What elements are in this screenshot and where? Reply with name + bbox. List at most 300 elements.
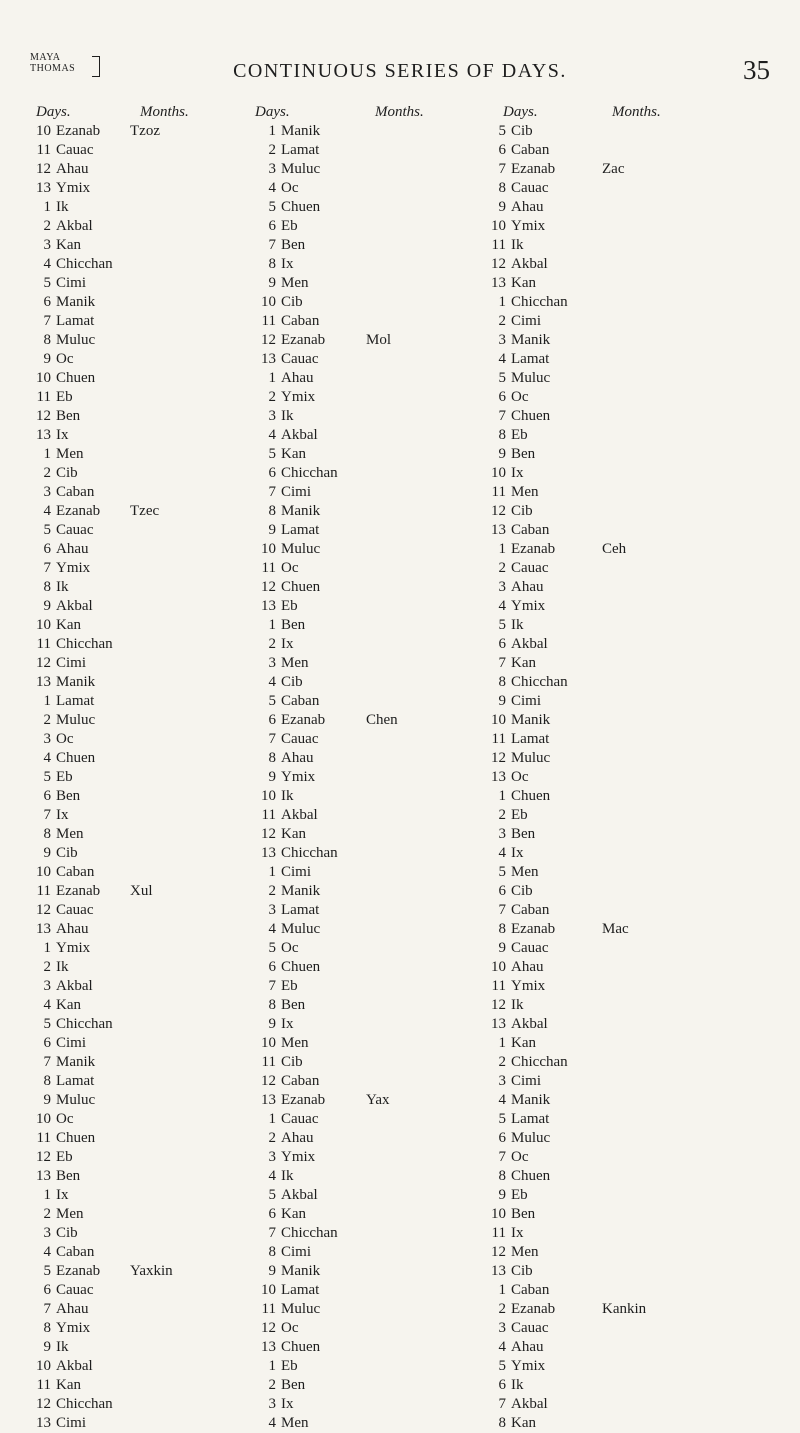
day-number: 8 — [498, 921, 506, 937]
day-number: 3 — [43, 1225, 51, 1241]
day-row — [30, 996, 113, 1015]
day-name: Ik — [511, 617, 524, 633]
day-name: Eb — [56, 769, 73, 785]
day-number: 5 — [498, 864, 506, 880]
day-row — [255, 1395, 338, 1414]
day-number: 10 — [261, 294, 276, 310]
day-row — [255, 160, 338, 179]
day-name: Muluc — [511, 1130, 551, 1146]
day-row — [255, 464, 338, 483]
day-row — [255, 1319, 338, 1338]
day-name: Ix — [56, 1187, 69, 1203]
day-name: Ben — [511, 826, 536, 842]
day-number: 9 — [43, 351, 51, 367]
series-label-line-2: THOMAS — [30, 63, 76, 74]
day-number: 10 — [36, 617, 51, 633]
day-number: 1 — [43, 693, 51, 709]
day-name: Caban — [56, 864, 95, 880]
page-number: 35 — [743, 55, 770, 85]
day-number: 13 — [491, 1016, 506, 1032]
day-row — [255, 578, 338, 597]
days-heading: Days. — [503, 104, 538, 120]
day-name: Kan — [56, 1377, 81, 1393]
day-name: Ben — [511, 1206, 536, 1222]
day-number: 10 — [491, 959, 506, 975]
day-name: Akbal — [511, 1396, 548, 1412]
day-row — [485, 578, 568, 597]
day-row — [485, 616, 568, 635]
day-row — [30, 1053, 113, 1072]
day-number: 7 — [268, 731, 276, 747]
day-row — [30, 559, 113, 578]
day-row — [485, 787, 568, 806]
day-name: Chuen — [281, 579, 321, 595]
day-row — [255, 426, 338, 445]
day-name: Manik — [56, 1054, 96, 1070]
day-row — [255, 540, 338, 559]
day-row — [30, 597, 113, 616]
day-name: Ben — [281, 997, 306, 1013]
day-number: 12 — [491, 503, 506, 519]
day-row — [255, 1129, 338, 1148]
day-row — [255, 920, 338, 939]
day-number: 5 — [498, 1111, 506, 1127]
day-number: 5 — [43, 1263, 51, 1279]
day-name: Oc — [281, 560, 299, 576]
day-name: Ymix — [511, 978, 546, 994]
day-number: 2 — [268, 1130, 276, 1146]
day-name: Akbal — [56, 598, 93, 614]
day-name: Oc — [511, 1149, 529, 1165]
day-name: Ik — [511, 997, 524, 1013]
day-row — [30, 578, 113, 597]
day-name: Caban — [511, 1282, 550, 1298]
day-name: Men — [511, 1244, 539, 1260]
day-name: Ezanab — [56, 503, 101, 519]
day-name: Cib — [511, 883, 533, 899]
day-row — [30, 844, 113, 863]
month-name: Yaxkin — [130, 1263, 173, 1279]
day-number: 4 — [268, 921, 276, 937]
day-name: Muluc — [511, 370, 551, 386]
day-number: 2 — [268, 1377, 276, 1393]
day-row — [255, 749, 338, 768]
day-name: Chicchan — [511, 1054, 568, 1070]
day-row — [255, 1338, 338, 1357]
day-name: Lamat — [281, 522, 320, 538]
day-row — [485, 521, 568, 540]
month-name: Tzoz — [130, 123, 160, 139]
day-number: 1 — [268, 123, 276, 139]
day-row — [485, 1110, 568, 1129]
day-name: Cauac — [511, 1320, 549, 1336]
day-row — [255, 977, 338, 996]
day-row — [30, 1357, 113, 1376]
day-row — [30, 1110, 113, 1129]
day-row — [30, 977, 113, 996]
day-name: Ix — [511, 1225, 524, 1241]
day-name: Eb — [511, 1187, 528, 1203]
day-row — [485, 179, 568, 198]
day-name: Cimi — [56, 1035, 87, 1051]
day-name: Akbal — [511, 636, 548, 652]
day-number: 9 — [498, 446, 506, 462]
day-number: 8 — [268, 503, 276, 519]
day-name: Ahau — [281, 1130, 314, 1146]
day-number: 8 — [43, 826, 51, 842]
day-name: Chuen — [511, 788, 551, 804]
day-number: 11 — [261, 1054, 276, 1070]
day-number: 8 — [498, 674, 506, 690]
day-name: Ymix — [281, 769, 316, 785]
day-name: Lamat — [56, 1073, 95, 1089]
day-name: Men — [281, 275, 309, 291]
day-name: Ymix — [281, 389, 316, 405]
month-name: Zac — [602, 161, 625, 177]
day-name: Chuen — [511, 1168, 551, 1184]
day-row — [485, 996, 568, 1015]
day-name: Men — [56, 446, 84, 462]
day-name: Ezanab — [56, 123, 101, 139]
days-heading: Days. — [36, 104, 71, 120]
day-row — [30, 1224, 113, 1243]
day-name: Kan — [511, 275, 536, 291]
day-name: Muluc — [56, 712, 96, 728]
day-row — [255, 312, 338, 331]
day-row — [30, 312, 113, 331]
day-name: Cauac — [511, 940, 549, 956]
day-number: 6 — [498, 1377, 506, 1393]
day-name: Ben — [56, 788, 81, 804]
day-name: Ahau — [511, 579, 544, 595]
day-row — [485, 312, 568, 331]
day-name: Akbal — [56, 218, 93, 234]
day-name: Cimi — [56, 655, 87, 671]
day-number: 11 — [491, 978, 506, 994]
day-number: 6 — [268, 465, 276, 481]
day-row — [30, 939, 113, 958]
day-row — [485, 958, 568, 977]
day-row — [255, 293, 338, 312]
day-number: 6 — [498, 1130, 506, 1146]
day-name: Ezanab — [56, 883, 101, 899]
day-row — [30, 388, 113, 407]
day-name: Ik — [281, 1168, 294, 1184]
month-name: Kankin — [602, 1301, 647, 1317]
day-row — [255, 122, 338, 141]
day-number: 3 — [268, 161, 276, 177]
day-name: Lamat — [281, 1282, 320, 1298]
day-name: Kan — [511, 1035, 536, 1051]
day-number: 5 — [268, 693, 276, 709]
day-row — [485, 1357, 568, 1376]
day-name: Manik — [281, 1263, 321, 1279]
day-name: Caban — [56, 484, 95, 500]
day-row — [485, 483, 568, 502]
day-name: Chicchan — [56, 256, 113, 272]
day-number: 9 — [43, 598, 51, 614]
day-name: Chuen — [56, 750, 96, 766]
day-row — [30, 1395, 113, 1414]
day-name: Ben — [511, 446, 536, 462]
day-row — [485, 844, 568, 863]
day-row — [255, 863, 338, 882]
day-row — [30, 1205, 113, 1224]
day-row — [255, 502, 338, 521]
day-row — [30, 882, 153, 901]
day-name: Ben — [281, 617, 306, 633]
day-name: Akbal — [56, 978, 93, 994]
day-row — [485, 1034, 568, 1053]
day-name: Ymix — [511, 218, 546, 234]
day-row — [30, 540, 113, 559]
day-name: Oc — [56, 731, 74, 747]
column-header — [485, 104, 661, 122]
day-name: Ben — [56, 1168, 81, 1184]
day-number: 2 — [43, 959, 51, 975]
day-name: Caban — [281, 1073, 320, 1089]
day-name: Cauac — [56, 142, 94, 158]
day-row — [255, 141, 338, 160]
day-number: 12 — [261, 826, 276, 842]
day-number: 11 — [36, 1377, 51, 1393]
day-number: 2 — [498, 807, 506, 823]
day-name: Oc — [281, 1320, 299, 1336]
day-name: Men — [511, 864, 539, 880]
day-row — [485, 939, 568, 958]
day-row — [30, 825, 113, 844]
days-heading: Days. — [255, 104, 290, 120]
day-name: Muluc — [56, 332, 96, 348]
day-row — [485, 255, 568, 274]
day-number: 8 — [43, 1320, 51, 1336]
day-number: 12 — [36, 1396, 51, 1412]
day-number: 1 — [268, 864, 276, 880]
day-number: 7 — [498, 408, 506, 424]
day-number: 6 — [43, 294, 51, 310]
day-row — [255, 198, 338, 217]
day-row — [485, 863, 568, 882]
day-number: 2 — [498, 1054, 506, 1070]
day-row — [255, 825, 338, 844]
day-name: Ix — [281, 1016, 294, 1032]
day-number: 7 — [498, 161, 506, 177]
day-number: 3 — [498, 826, 506, 842]
day-row — [30, 426, 113, 445]
day-row — [30, 1148, 113, 1167]
day-number: 8 — [268, 750, 276, 766]
day-row — [255, 255, 338, 274]
day-name: Men — [56, 826, 84, 842]
day-name: Kan — [56, 617, 81, 633]
day-name: Manik — [511, 332, 551, 348]
day-row — [485, 388, 568, 407]
day-number: 10 — [491, 465, 506, 481]
day-number: 1 — [498, 788, 506, 804]
day-name: Eb — [56, 1149, 73, 1165]
day-row — [485, 236, 568, 255]
day-number: 3 — [498, 1073, 506, 1089]
day-number: 4 — [268, 674, 276, 690]
day-name: Ahau — [281, 750, 314, 766]
day-list — [30, 122, 173, 1433]
day-row — [485, 1129, 568, 1148]
day-number: 13 — [491, 522, 506, 538]
day-number: 12 — [491, 997, 506, 1013]
day-number: 6 — [43, 1035, 51, 1051]
day-name: Chicchan — [56, 636, 113, 652]
day-row — [485, 1376, 568, 1395]
day-name: Ahau — [281, 370, 314, 386]
day-name: Chuen — [281, 199, 321, 215]
day-name: Ik — [511, 1377, 524, 1393]
day-row — [30, 1129, 113, 1148]
day-row — [255, 1300, 338, 1319]
day-row — [255, 1053, 338, 1072]
day-number: 13 — [491, 1263, 506, 1279]
day-name: Men — [281, 655, 309, 671]
day-name: Cib — [56, 845, 78, 861]
day-name: Cauac — [56, 1282, 94, 1298]
day-row — [30, 806, 113, 825]
day-number: 3 — [268, 1396, 276, 1412]
day-row — [30, 274, 113, 293]
day-row — [485, 654, 568, 673]
day-row — [255, 445, 338, 464]
day-number: 13 — [36, 1415, 51, 1431]
day-row — [30, 122, 160, 141]
day-name: Ymix — [281, 1149, 316, 1165]
months-heading: Months. — [140, 104, 189, 120]
day-number: 5 — [498, 1358, 506, 1374]
day-name: Ymix — [56, 180, 91, 196]
day-row — [485, 331, 568, 350]
day-row — [485, 635, 568, 654]
day-number: 11 — [36, 389, 51, 405]
day-number: 3 — [43, 978, 51, 994]
day-row — [255, 407, 338, 426]
day-number: 6 — [43, 788, 51, 804]
day-number: 9 — [268, 275, 276, 291]
day-name: Eb — [511, 807, 528, 823]
day-number: 7 — [268, 1225, 276, 1241]
day-number: 12 — [491, 256, 506, 272]
day-name: Lamat — [281, 142, 320, 158]
day-name: Oc — [511, 769, 529, 785]
column-header — [255, 104, 424, 122]
day-name: Muluc — [56, 1092, 96, 1108]
day-number: 5 — [43, 1016, 51, 1032]
day-row — [30, 616, 113, 635]
day-name: Manik — [281, 503, 321, 519]
day-number: 2 — [268, 389, 276, 405]
day-number: 4 — [43, 256, 51, 272]
day-name: Ahau — [511, 1339, 544, 1355]
day-name: Cauac — [56, 522, 94, 538]
day-row — [255, 882, 338, 901]
day-name: Eb — [281, 598, 298, 614]
day-name: Ezanab — [281, 332, 326, 348]
day-row — [255, 1376, 338, 1395]
day-name: Ix — [511, 845, 524, 861]
day-number: 9 — [268, 769, 276, 785]
day-row — [30, 369, 113, 388]
day-number: 2 — [498, 1301, 506, 1317]
day-number: 10 — [491, 218, 506, 234]
day-name: Cauac — [511, 180, 549, 196]
day-number: 10 — [261, 1035, 276, 1051]
day-number: 8 — [268, 256, 276, 272]
day-number: 9 — [43, 1092, 51, 1108]
day-name: Muluc — [281, 541, 321, 557]
day-number: 2 — [268, 142, 276, 158]
months-heading: Months. — [612, 104, 661, 120]
day-row — [30, 141, 113, 160]
day-name: Ezanab — [56, 1263, 101, 1279]
day-row — [255, 996, 338, 1015]
day-number: 5 — [498, 370, 506, 386]
day-number: 9 — [268, 1016, 276, 1032]
day-number: 3 — [268, 655, 276, 671]
day-name: Cimi — [511, 693, 542, 709]
day-name: Kan — [56, 997, 81, 1013]
day-row — [485, 749, 568, 768]
day-number: 2 — [268, 883, 276, 899]
day-name: Men — [56, 1206, 84, 1222]
day-name: Cimi — [511, 313, 542, 329]
day-number: 1 — [498, 294, 506, 310]
day-name: Ix — [281, 1396, 294, 1412]
day-name: Ahau — [56, 1301, 89, 1317]
day-number: 4 — [268, 427, 276, 443]
day-number: 6 — [498, 142, 506, 158]
day-number: 12 — [36, 902, 51, 918]
day-number: 4 — [498, 598, 506, 614]
day-row — [30, 407, 113, 426]
day-number: 8 — [43, 579, 51, 595]
day-number: 7 — [43, 1054, 51, 1070]
day-row — [255, 1205, 338, 1224]
day-name: Muluc — [281, 921, 321, 937]
day-number: 13 — [36, 674, 51, 690]
day-row — [485, 426, 568, 445]
day-row — [485, 1148, 568, 1167]
day-row — [30, 217, 113, 236]
day-name: Men — [511, 484, 539, 500]
day-name: Ik — [281, 408, 294, 424]
day-name: Lamat — [281, 902, 320, 918]
day-row — [30, 255, 113, 274]
day-name: Cimi — [56, 275, 87, 291]
day-number: 9 — [498, 1187, 506, 1203]
day-name: Cib — [281, 294, 303, 310]
day-number: 2 — [498, 560, 506, 576]
day-name: Kan — [281, 446, 306, 462]
day-name: Cauac — [281, 731, 319, 747]
day-name: Cib — [56, 465, 78, 481]
day-number: 12 — [36, 1149, 51, 1165]
day-name: Akbal — [281, 807, 318, 823]
day-number: 9 — [43, 845, 51, 861]
day-row — [30, 654, 113, 673]
day-name: Caban — [511, 142, 550, 158]
day-row — [30, 958, 113, 977]
day-row — [255, 217, 338, 236]
day-number: 11 — [261, 1301, 276, 1317]
day-name: Ymix — [56, 1320, 91, 1336]
day-name: Caban — [511, 522, 550, 538]
day-row — [255, 939, 338, 958]
